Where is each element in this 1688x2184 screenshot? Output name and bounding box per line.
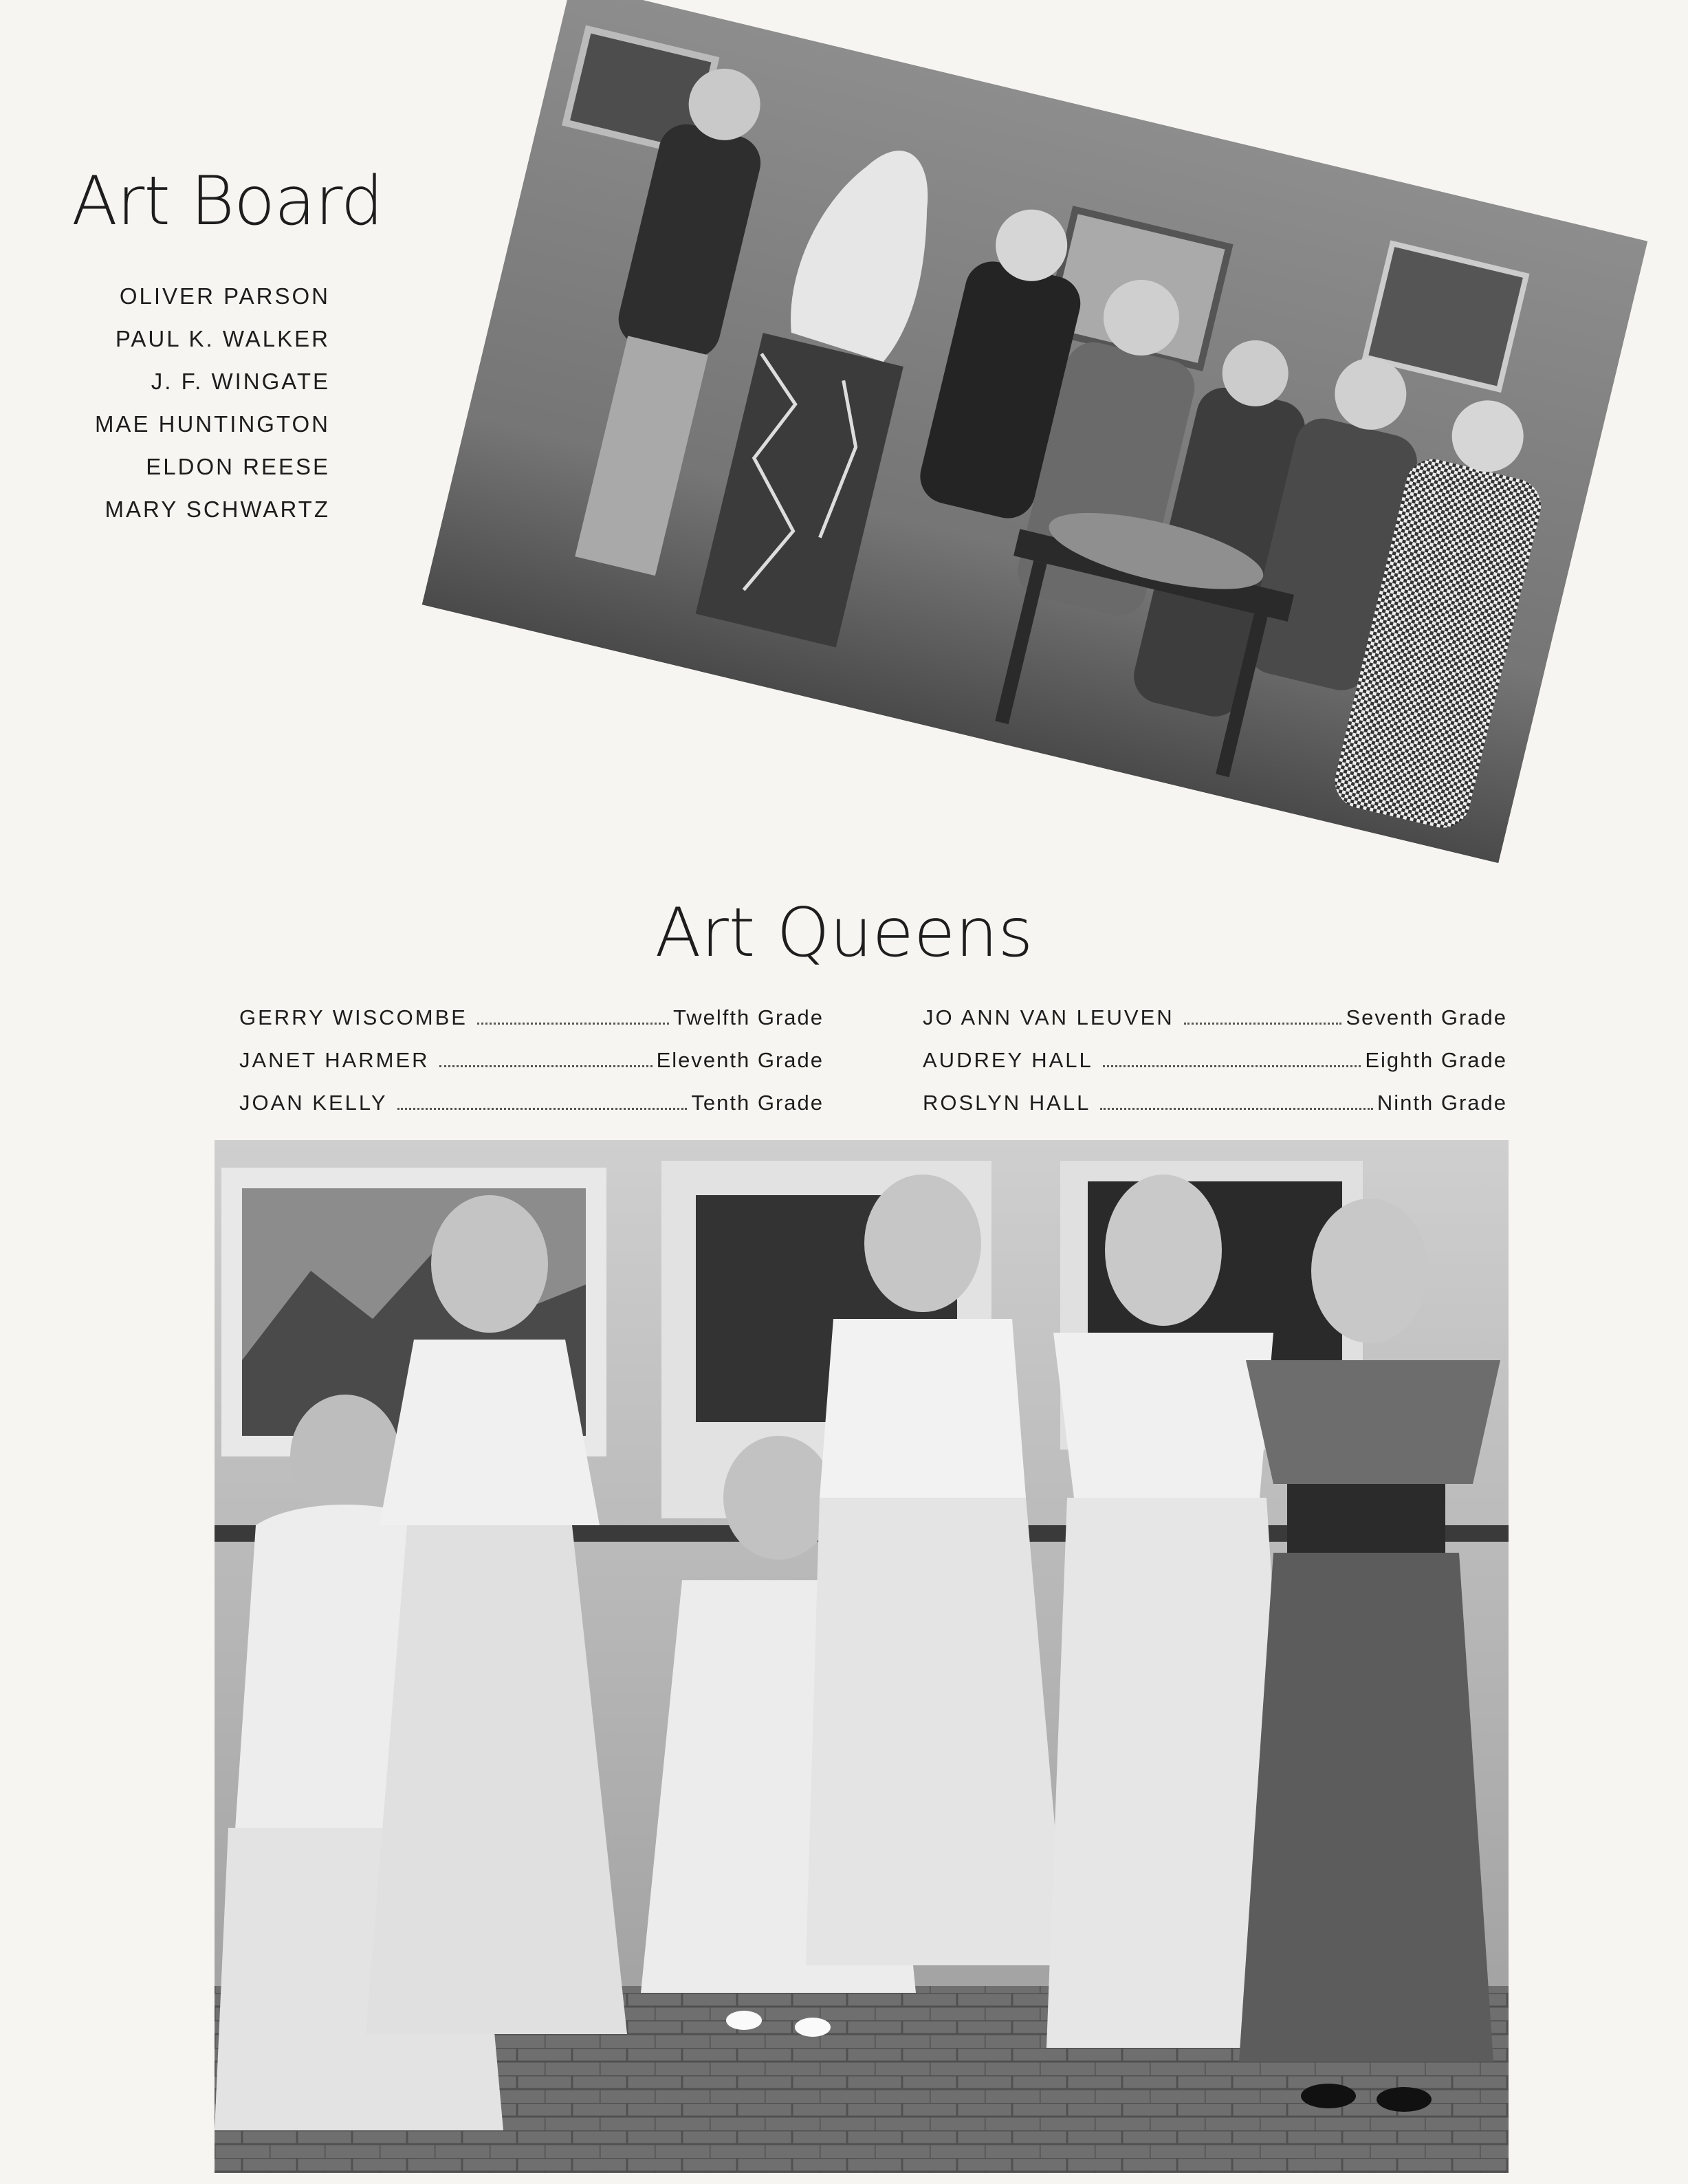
queen-name: JO ANN VAN LEUVEN — [923, 1005, 1174, 1029]
art-queens-title: Art Queens — [655, 894, 1033, 972]
board-member: J. F. WINGATE — [151, 369, 330, 394]
queen-name: ROSLYN HALL — [923, 1091, 1091, 1115]
leader-dots — [1103, 1065, 1361, 1067]
art-board-title: Art Board — [72, 162, 383, 241]
art-board-photo-image — [422, 0, 1648, 863]
queen-name: JOAN KELLY — [239, 1091, 388, 1115]
queen-grade: Tenth Grade — [691, 1091, 824, 1115]
queen-entry — [239, 1091, 824, 1133]
queen-grade: Eighth Grade — [1365, 1048, 1507, 1072]
queen-entry — [923, 1005, 1507, 1048]
queen-entry — [923, 1091, 1507, 1133]
board-member: ELDON REESE — [146, 454, 330, 479]
queen-grade: Twelfth Grade — [673, 1005, 824, 1029]
leader-dots — [1184, 1023, 1342, 1025]
queen-grade: Eleventh Grade — [656, 1048, 824, 1072]
queen-grade: Ninth Grade — [1377, 1091, 1507, 1115]
queen-entry — [923, 1048, 1507, 1091]
leader-dots — [1100, 1108, 1373, 1110]
board-member: OLIVER PARSON — [119, 283, 330, 309]
board-member: MAE HUNTINGTON — [94, 411, 330, 437]
board-member: PAUL K. WALKER — [115, 326, 330, 351]
art-queens-photo-image — [215, 1140, 1509, 2173]
art-board-member-list — [41, 275, 330, 531]
board-member: MARY SCHWARTZ — [105, 496, 330, 522]
art-queens-photo — [215, 1140, 1509, 2173]
queens-list-right — [923, 1005, 1507, 1133]
leader-dots — [439, 1065, 653, 1067]
queen-entry — [239, 1005, 824, 1048]
queen-entry — [239, 1048, 824, 1091]
queen-grade: Seventh Grade — [1346, 1005, 1507, 1029]
queen-name: AUDREY HALL — [923, 1048, 1093, 1072]
queen-name: JANET HARMER — [239, 1048, 430, 1072]
queens-list-left — [239, 1005, 824, 1133]
leader-dots — [477, 1023, 669, 1025]
queen-name: GERRY WISCOMBE — [239, 1005, 468, 1029]
art-board-photo — [422, 0, 1648, 863]
leader-dots — [397, 1108, 688, 1110]
